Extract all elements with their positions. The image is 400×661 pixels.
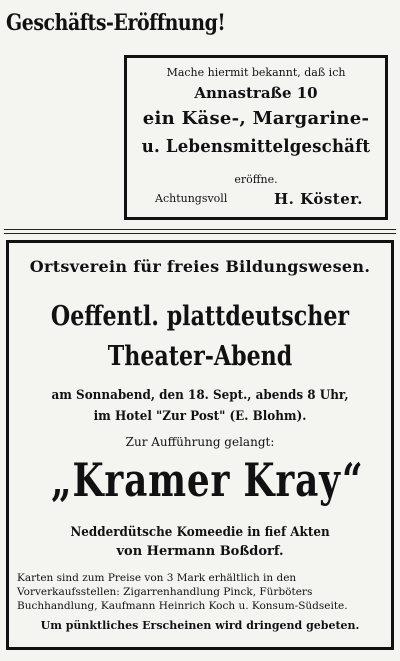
play-title: „Kramer Kray“ bbox=[51, 453, 364, 507]
shop-type-line-2: u. Lebensmittelgeschäft bbox=[141, 136, 371, 157]
event-venue: im Hotel "Zur Post" (E. Blohm). bbox=[93, 409, 307, 424]
divider-rule bbox=[4, 229, 396, 230]
shop-opening-ad bbox=[124, 55, 388, 220]
headline: Geschäfts-Eröffnung! bbox=[6, 10, 226, 36]
signature: H. Köster. bbox=[274, 190, 363, 208]
theater-evening-ad bbox=[6, 240, 394, 650]
punctuality-note: Um pünktliches Erscheinen wird dringend gebeten. bbox=[40, 619, 360, 632]
announcement-line: Mache hiermit bekannt, daß ich bbox=[166, 66, 346, 79]
event-title-line-1: Oeffentl. plattdeutscher bbox=[50, 301, 350, 332]
closing-greeting: Achtungsvoll bbox=[155, 192, 228, 205]
ticket-info-line: Karten sind zum Preise von 3 Mark erhältlich in den bbox=[17, 572, 297, 584]
ticket-info-line: Buchhandlung, Kaufmann Heinrich Koch u. Konsum-Südseite. bbox=[17, 600, 348, 612]
event-title-line-2: Theater-Abend bbox=[107, 341, 293, 372]
address-line: Annastraße 10 bbox=[194, 84, 318, 102]
opening-verb: eröffne. bbox=[234, 173, 278, 186]
organization-name: Ortsverein für freies Bildungswesen. bbox=[29, 257, 371, 276]
divider-rule bbox=[4, 233, 396, 234]
shop-type-line: ein Käse-, Margarine- bbox=[142, 108, 370, 129]
play-author: von Hermann Boßdorf. bbox=[116, 544, 284, 559]
ticket-info-line: Vorverkaufsstellen: Zigarrenhandlung Pinck, Fürböters bbox=[17, 586, 313, 598]
play-subtitle: Nedderdütsche Komeedie in fief Akten bbox=[70, 525, 330, 540]
performance-intro: Zur Aufführung gelangt: bbox=[125, 435, 275, 449]
ticket-info bbox=[17, 571, 383, 613]
event-date: am Sonnabend, den 18. Sept., abends 8 Uhr, bbox=[51, 388, 349, 403]
